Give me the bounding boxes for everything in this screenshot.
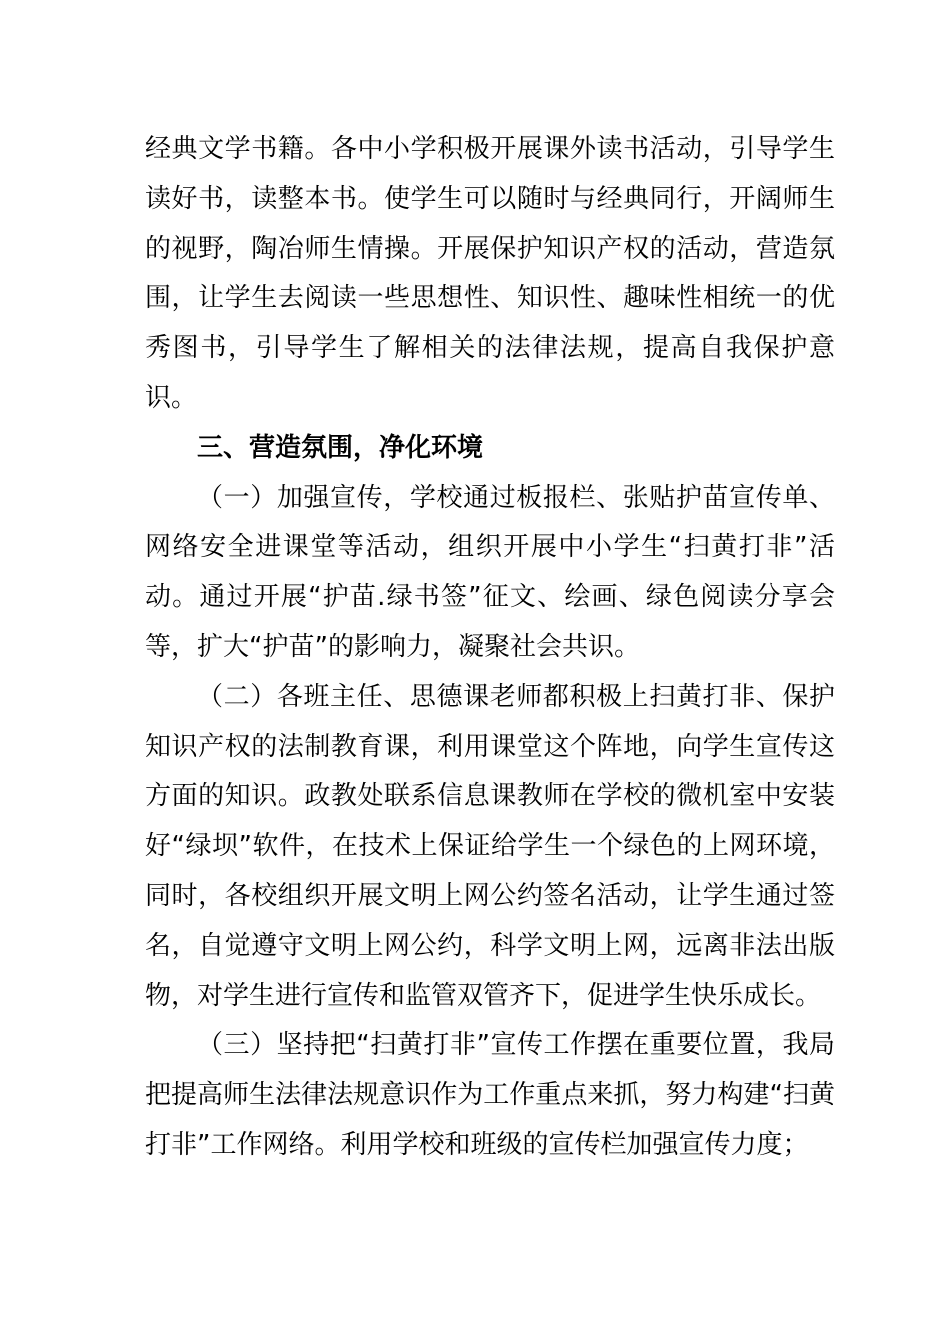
paragraph-item-two: （二）各班主任、思德课老师都积极上扫黄打非、保护知识产权的法制教育课，利用课堂这个阵地，向学生宣传这方面的知识。政教处联系信息课教师在学校的微机室中安装好“绿坝”软件，在技术上保证给学生一个绿色的上网环境，同时，各校组织开展文明上网公约签名活动，让学生通过签名，自觉遵守文明上网公约，科学文明上网，远离非法出版物，对学生进行宣传和监管双管齐下，促进学生快乐成长。	[145, 681, 835, 1011]
paragraph-reading-activities: 经典文学书籍。各中小学积极开展课外读书活动，引导学生读好书，读整本书。使学生可以随时与经典同行，开阔师生的视野，陶冶师生情操。开展保护知识产权的活动，营造氛围，让学生去阅读一些思想性、知识性、趣味性相统一的优秀图书，引导学生了解相关的法律法规，提高自我保护意识。	[145, 134, 835, 413]
paragraph-item-one: （一）加强宣传，学校通过板报栏、张贴护苗宣传单、网络安全进课堂等活动，组织开展中小学生“扫黄打非”活动。通过开展“护苗.绿书签”征文、绘画、绿色阅读分享会等，扩大“护苗”的影响力，凝聚社会共识。	[145, 482, 835, 662]
paragraph-item-three: （三）坚持把“扫黄打非”宣传工作摆在重要位置，我局把提高师生法律法规意识作为工作重点来抓，努力构建“扫黄打非”工作网络。利用学校和班级的宣传栏加强宣传力度；	[145, 1030, 835, 1160]
section-heading-three: 三、营造氛围，净化环境	[197, 432, 484, 463]
document-body	[145, 125, 835, 1171]
